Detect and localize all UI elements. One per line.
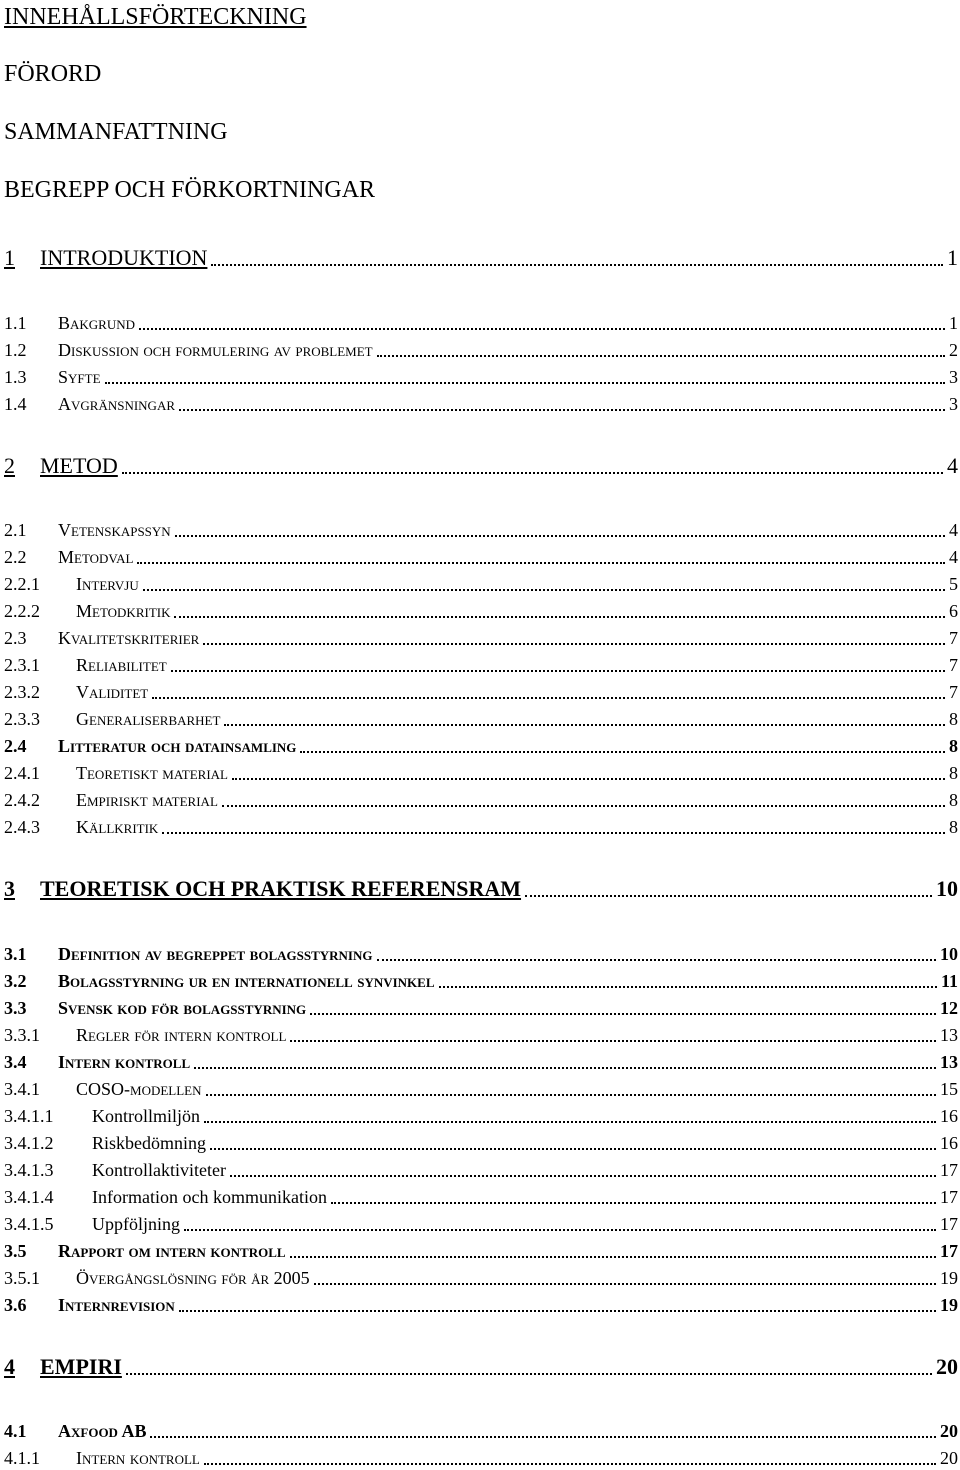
dot-leader [139,328,945,330]
dot-leader [230,1175,936,1177]
toc-page-number: 19 [940,1268,958,1289]
toc-title: INTRODUKTION [40,244,208,270]
toc-page-number: 16 [940,1133,958,1154]
toc-number: 2.3 [4,628,27,649]
toc-title: Diskussion och formulering av problemet [58,340,373,361]
dot-leader [377,355,945,357]
toc-title: COSO-modellen [76,1079,202,1100]
toc-number: 2 [4,452,15,478]
toc-entry[interactable] [0,546,958,568]
dot-leader [377,959,936,961]
toc-title: Litteratur och datainsamling [58,736,297,757]
toc-number: 2.3.2 [4,682,40,703]
toc-title: Metodval [58,547,134,568]
dot-leader [331,1202,936,1204]
toc-number: 2.2.2 [4,601,40,622]
dot-leader [105,382,945,384]
dot-leader [179,1310,936,1312]
toc-title: Vetenskapssyn [58,520,171,541]
toc-entry[interactable] [0,1267,958,1289]
toc-title: Regler för intern kontroll [76,1025,287,1046]
toc-heading [0,175,958,203]
toc-number: 2.3.3 [4,709,40,730]
toc-page-number: 1 [947,244,958,270]
toc-title: Axfood AB [58,1421,147,1442]
toc-entry[interactable] [0,1420,958,1442]
toc-title: Bolagsstyrning ur en internationell synvinkel [58,971,435,992]
toc-page-number: 12 [940,998,958,1019]
toc-entry[interactable] [0,573,958,595]
toc-page-number: 3 [949,394,958,415]
toc-title: Bakgrund [58,313,136,334]
toc-page-number: 16 [940,1106,958,1127]
toc-number: 3.3.1 [4,1025,40,1046]
toc-entry[interactable] [0,970,958,992]
toc-number: 3 [4,875,15,901]
toc-entry[interactable] [0,1024,958,1046]
toc-page-number: 5 [949,574,958,595]
toc-entry[interactable] [0,1132,958,1154]
toc-page-number: 20 [936,1353,958,1379]
dot-leader [290,1256,936,1258]
toc-entry[interactable] [0,450,958,478]
toc-entry[interactable] [0,1078,958,1100]
toc-title: Metodkritik [76,601,171,622]
toc-page-number: 1 [949,313,958,334]
toc-entry[interactable] [0,242,958,270]
toc-entry[interactable] [0,627,958,649]
toc-number: 3.3 [4,998,27,1019]
toc-title: TEORETISK OCH PRAKTISK REFERENSRAM [40,875,522,901]
dot-leader [224,724,945,726]
toc-number: 3.4.1.5 [4,1214,54,1235]
toc-title: Definition av begreppet bolagsstyrning [58,944,373,965]
toc-number: 3.1 [4,944,27,965]
toc-entry[interactable] [0,366,958,388]
toc-page-number: 20 [940,1448,958,1469]
toc-number: 3.6 [4,1295,27,1316]
toc-title: Kvalitetskriterier [58,628,200,649]
toc-number: 2.4 [4,736,27,757]
toc-entry[interactable] [0,708,958,730]
dot-leader [143,589,945,591]
toc-page-number: 8 [949,817,958,838]
toc-page-number: 20 [940,1421,958,1442]
toc-number: 1.1 [4,313,27,334]
toc-title: Information och kommunikation [92,1187,327,1208]
toc-entry[interactable] [0,762,958,784]
toc-page-number: 8 [949,790,958,811]
toc-number: 3.5.1 [4,1268,40,1289]
toc-page-number: 17 [940,1241,958,1262]
toc-page-number: 17 [940,1160,958,1181]
toc-number: 3.2 [4,971,27,992]
toc-title: Internrevision [58,1295,175,1316]
toc-entry[interactable] [0,789,958,811]
dot-leader [184,1229,936,1231]
toc-entry[interactable] [0,339,958,361]
toc-number: 3.4 [4,1052,27,1073]
toc-number: 3.4.1.1 [4,1106,54,1127]
toc-entry[interactable] [0,312,958,334]
toc-number: 1.2 [4,340,27,361]
dot-leader [122,472,943,474]
toc-heading [0,117,958,145]
dot-leader [137,562,945,564]
toc-entry[interactable] [0,1240,958,1262]
toc-number: 1 [4,244,15,270]
toc-number: 3.4.1.4 [4,1187,54,1208]
dot-leader [525,895,932,897]
toc-title: Övergångslösning för år 2005 [76,1268,310,1289]
toc-page-number: 4 [947,452,958,478]
dot-leader [171,670,945,672]
toc-page-number: 13 [940,1025,958,1046]
dot-leader [290,1040,936,1042]
dot-leader [211,264,943,266]
toc-title: Intern kontroll [76,1448,200,1469]
dot-leader [126,1373,932,1375]
toc-number: 4.1.1 [4,1448,40,1469]
dot-leader [439,986,937,988]
toc-page-number: 15 [940,1079,958,1100]
toc-number: 1.3 [4,367,27,388]
toc-page-number: 2 [949,340,958,361]
toc-page-number: 7 [949,655,958,676]
dot-leader [162,832,945,834]
toc-title: Empiriskt material [76,790,218,811]
toc-page-number: 4 [949,520,958,541]
toc-page-number: 3 [949,367,958,388]
toc-entry[interactable] [0,681,958,703]
toc-page-number: 10 [940,944,958,965]
toc-number: 4 [4,1353,15,1379]
toc-number: 4.1 [4,1421,27,1442]
dot-leader [203,643,945,645]
toc-title: METOD [40,452,118,478]
toc-heading [0,59,958,87]
dot-leader [150,1436,936,1438]
toc-entry[interactable] [0,654,958,676]
toc-entry[interactable] [0,600,958,622]
toc-entry[interactable] [0,735,958,757]
toc-title: Syfte [58,367,101,388]
toc-title: FÖRORD [4,60,102,87]
toc-number: 3.4.1.3 [4,1160,54,1181]
toc-title: INNEHÅLLSFÖRTECKNING [4,3,307,30]
toc-number: 2.4.3 [4,817,40,838]
toc-number: 2.4.1 [4,763,40,784]
toc-page-number: 11 [940,971,958,992]
dot-leader [206,1094,936,1096]
dot-leader [204,1121,936,1123]
toc-number: 3.4.1 [4,1079,40,1100]
toc-title: Rapport om intern kontroll [58,1241,286,1262]
dot-leader [222,805,945,807]
toc-title: SAMMANFATTNING [4,118,228,145]
toc-title: Svensk kod för bolagsstyrning [58,998,307,1019]
dot-leader [194,1067,936,1069]
toc-title: Avgränsningar [58,394,176,415]
toc-entry[interactable] [0,1159,958,1181]
toc-entry[interactable] [0,519,958,541]
toc-number: 2.2 [4,547,27,568]
toc-title: Uppföljning [92,1214,180,1235]
toc-title: BEGREPP OCH FÖRKORTNINGAR [4,176,376,203]
dot-leader [310,1013,936,1015]
toc-number: 3.5 [4,1241,27,1262]
toc-title: Riskbedömning [92,1133,207,1154]
toc-page-number: 4 [949,547,958,568]
toc-entry[interactable] [0,1105,958,1127]
toc-title: Kontrollaktiviteter [92,1160,226,1181]
toc-page-number: 6 [949,601,958,622]
toc-heading [0,2,958,30]
toc-entry[interactable] [0,1447,958,1469]
toc-title: Reliabilitet [76,655,167,676]
dot-leader [175,535,945,537]
toc-title: Intern kontroll [58,1052,191,1073]
dot-leader [232,778,945,780]
toc-entry[interactable] [0,816,958,838]
toc-page-number: 7 [949,628,958,649]
toc-entry[interactable] [0,1213,958,1235]
toc-title: Validitet [76,682,149,703]
toc-entry[interactable] [0,1186,958,1208]
toc-number: 2.2.1 [4,574,40,595]
toc-page-number: 8 [949,736,958,757]
dot-leader [152,697,945,699]
toc-entry[interactable] [0,393,958,415]
toc-number: 3.4.1.2 [4,1133,54,1154]
toc-number: 2.4.2 [4,790,40,811]
toc-entry[interactable] [0,1294,958,1316]
dot-leader [174,616,945,618]
toc-page-number: 19 [940,1295,958,1316]
toc-entry[interactable] [0,873,958,901]
toc-number: 2.1 [4,520,27,541]
toc-page-number: 17 [940,1214,958,1235]
dot-leader [210,1148,936,1150]
dot-leader [314,1283,936,1285]
toc-entry[interactable] [0,1051,958,1073]
toc-entry[interactable] [0,943,958,965]
toc-title: Generaliserbarhet [76,709,221,730]
toc-page-number: 10 [936,875,958,901]
toc-page-number: 7 [949,682,958,703]
toc-title: Kontrollmiljön [92,1106,200,1127]
toc-page-number: 13 [940,1052,958,1073]
toc-number: 2.3.1 [4,655,40,676]
dot-leader [204,1463,936,1465]
toc-entry[interactable] [0,997,958,1019]
dot-leader [179,409,945,411]
toc-title: EMPIRI [40,1353,122,1379]
toc-page-number: 8 [949,763,958,784]
toc-page-number: 8 [949,709,958,730]
toc-number: 1.4 [4,394,27,415]
toc-title: Intervju [76,574,139,595]
toc-title: Teoretiskt material [76,763,228,784]
dot-leader [300,751,945,753]
toc-page-number: 17 [940,1187,958,1208]
toc-entry[interactable] [0,1351,958,1379]
toc-title: Källkritik [76,817,159,838]
